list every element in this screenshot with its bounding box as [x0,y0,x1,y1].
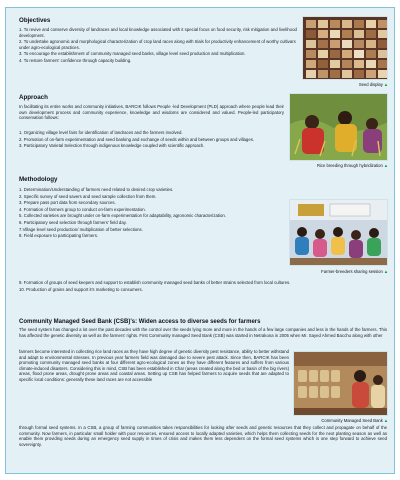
farmer-breeders-photo [289,199,388,266]
triangle-marker-icon: ▲ [383,82,388,87]
methodology-item: 7.Village level seed production/ multiplication of better selections. [19,226,143,232]
objective-item: 4. To restore farmers' confidence through capacity building. [19,57,132,63]
objective-item: 1. To revive and conserve diversity of landraces and local knowledge associated with it special focus on food security, risk mitigation and livelihood development. [19,27,297,38]
objective-item: 2. To undertake agronomic and morphological characterization of crop land races along with trials for productivity enhancement of worthy cultivars under agro-ecological practices. [19,39,296,50]
rice-breeding-caption: Rice breeding through hybridization▲ [316,163,388,168]
approach-intro: In facilitating its entire works and community initiatives, BARCIK follows People -led Development (PLD) approach where people lead their own development process and community experience, knowledge and wisdoms are considered and valued. People-led participatory conservation follows: [19,104,284,120]
approach-list [19,130,284,150]
methodology-item: 5. Collected varieties are brought under on-farm experimentation for adaptability, agronomic characterization. [19,213,226,219]
objective-item: 3. To encourage the establishment of community managed seed banks, village level seed production and multiplication. [19,51,246,57]
triangle-marker-icon: ▲ [383,163,388,168]
methodology-item: 3. Prepare pass port data from secondary sources. [19,200,116,206]
objectives-list [19,27,297,64]
seed-display-photo [302,16,388,80]
triangle-marker-icon: ▲ [383,269,388,274]
approach-item: 3. Participatory Varietal Selection through indigenous knowledge coupled with scientific approach. [19,143,205,149]
triangle-marker-icon: ▲ [383,418,388,423]
approach-item: 2. Promotion of on-farm experimentation and seed banking and exchange of seeds within and between groups and villages. [19,136,255,142]
rice-breeding-image [290,94,388,161]
methodology-item: 1. Determination/Understanding of farmers need related to desired crop varieties. [19,187,174,192]
seed-grid-image [303,17,388,80]
methodology-heading: Methodology [19,176,58,183]
methodology-item: 2. Specific survey of seed savers and seed sample collection from them. [19,193,157,199]
seed-bank-image [294,352,388,416]
methodology-item: 10. Production of grains and support it's marketing to consumers. [19,286,143,292]
csb-photo-caption: Community Managed Seed Bank▲ [321,418,388,423]
csb-heading: Community Managed Seed Bank (CSB)'s: Widen access to diverse seeds for farmers [19,319,261,325]
csb-paragraph-bottom: through formal seed systems. In a CSB, a group of farming communities takes responsibilities for looking after seeds and genetic resources that they collect and propagate on behalf of the community. Now farmers, in particular small holder with poor resources, ensured access to locally adapted varieties, which helps them collecting seeds for the next planting season as well as enable them providing seeds during an emergency seed supply in times of crisis and makes them less dependent on the formal seed systems which is one step forward to achieve seed sovereignty. [19,425,387,447]
farmer-breeders-image [290,200,388,266]
methodology-item: 9. Formation of groups of seed keepers and support to establish community managed seed banks of better strains selected from local cultures. [19,280,291,285]
seed-display-caption: Seed display▲ [358,82,388,87]
csb-photo [293,351,388,416]
rice-breeding-photo [289,93,388,161]
csb-paragraph-top: The seed system has changed a lot over the past decades with the control over the seeds lying more and more in the hands of a few large companies and less in the hands of the farmers. This has affected the genetic diversity as well as the farmers' rights. First Community managed Seed Bank (CSB) was started in Netrakona in 2005 when Mr. Sayed Ahmed Bacchu along with other [19,327,387,338]
methodology-item: 4. Formation of farmers group to conduct on-farm experimentation. [19,206,146,212]
methodology-list-continued [19,280,387,293]
farmer-breeders-caption: Farmer-breeders sharing session▲ [321,269,388,274]
methodology-item: 6. Participatory seed selection through farmers' field day. [19,219,127,225]
objectives-heading: Objectives [19,17,51,24]
csb-paragraph-middle: farmers become interested in collecting rice land races as they have high degree of genetic diversity pest resistance, ability to better withstand and adapt to environmental stresses. In previous year farmers field was damaged due to severe pest attack. Since then, BARCIK has been promoting community managed seed banks at four different agro-ecological zones as they have different features and suffers from various climate-induced disasters. Considering this in mind, CSB has been established in Char (areas created along the bed or basin of the big rivers) areas, flood prone areas, drought prone areas and coastal areas. Setting up CSB has helped farmers to acquire seeds that are adapted to specific local conditions: generally these land races are not accessible [19,349,289,382]
methodology-item: 8. Field exposure to participating farmers. [19,233,99,239]
methodology-list [19,187,284,240]
approach-heading: Approach [19,94,48,101]
approach-item: 1. Organizing village level fairs for identification of landraces and the farmers involved. [19,130,183,135]
